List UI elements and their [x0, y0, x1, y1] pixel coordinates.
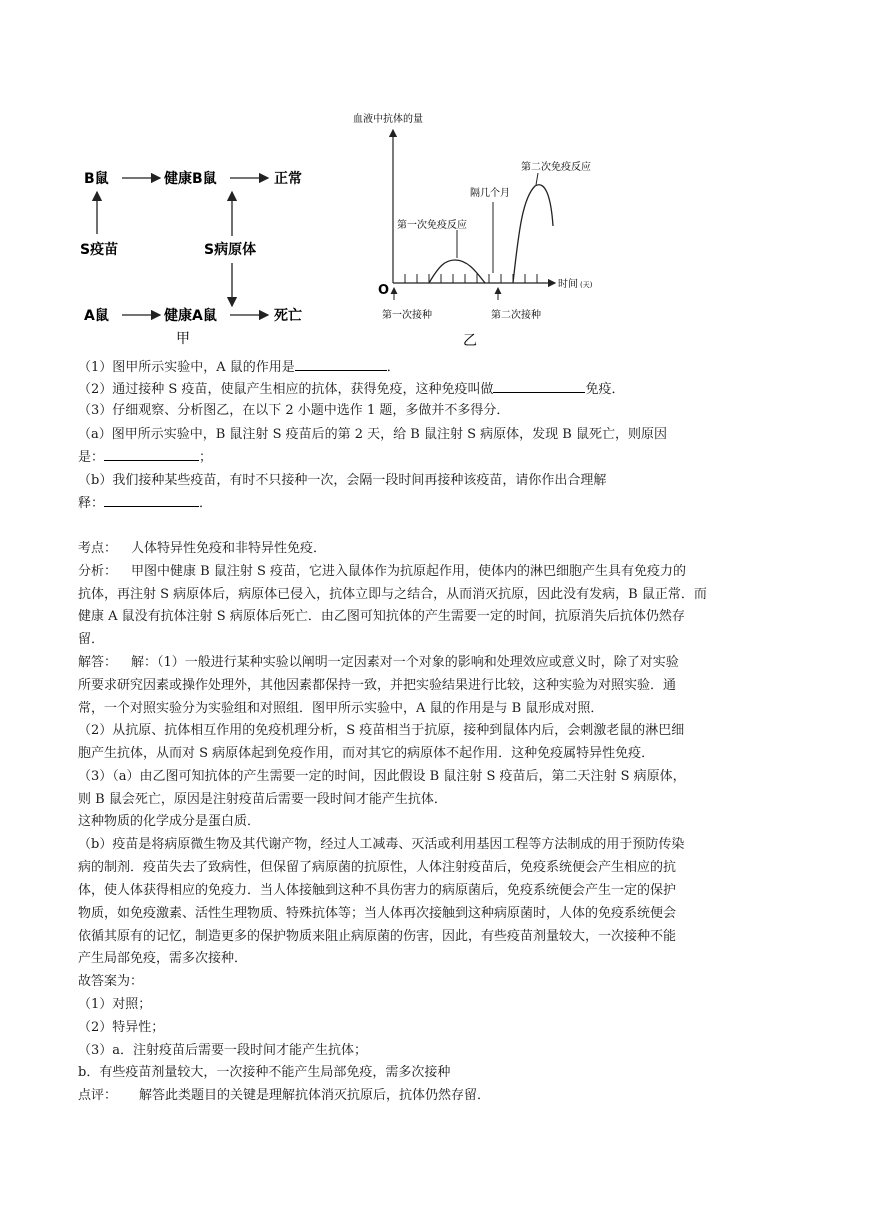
node-healthy-a: 健康A鼠	[164, 308, 217, 324]
jieda-line14: 产生局部免疫，需多次接种．	[78, 951, 248, 966]
interval-label: 隔几个月	[470, 188, 510, 199]
answer-3: （3）a．注射疫苗后需要一段时间才能产生抗体；	[78, 1043, 368, 1058]
jieda-line4: （2）从抗原、抗体相互作用的免疫机理分析，S 疫苗相当于抗原，接种到鼠体内后，会刺激老鼠的淋巴细	[78, 723, 685, 738]
second-response-curve	[513, 185, 553, 283]
jieda-line12: 物质，如免疫激素、活性生理物质、特殊抗体等；当人体再次接触到这种病原菌时，人体的免疫系统便会	[78, 906, 677, 921]
answer-blank-b[interactable]	[104, 492, 199, 507]
x-axis-unit: (天)	[580, 281, 593, 289]
first-response-label: 第一次免疫反应	[397, 220, 467, 231]
fenxi-line2: 抗体，再注射 S 病原体后，病原体已侵入，抗体立即与之结合，从而消灭抗原，因此没有发病，B 鼠正常．而	[78, 587, 707, 602]
second-response-label: 第二次免疫反应	[521, 162, 591, 173]
jieda-line3: 常，一个对照实验分为实验组和对照组．图甲所示实验中，A 鼠的作用是与 B 鼠形成对照．	[78, 701, 604, 716]
answer-1: （1）对照；	[78, 997, 152, 1012]
answer-blank-2[interactable]	[493, 378, 585, 393]
question-b-line1: （b）我们接种某些疫苗，有时不只接种一次，会隔一段时间再接种该疫苗，请你作出合理解	[78, 473, 607, 488]
answer-2: （2）特异性；	[78, 1020, 165, 1035]
figure-b-caption: 乙	[463, 333, 477, 349]
second-response-pointer	[536, 173, 538, 185]
answer-title: 故答案为：	[78, 974, 144, 989]
jieda-line11: 体，使人体获得相应的免疫力．当人体接触到这种不具伤害力的病原菌后，免疫系统便会产生一定的保护	[78, 883, 677, 898]
node-a-mouse: A鼠	[84, 308, 109, 324]
second-vaccination-label: 第二次接种	[491, 310, 541, 321]
fenxi-line1: 分析： 甲图中健康 B 鼠注射 S 疫苗，它进入鼠体作为抗原起作用，使体内的淋巴细胞产生具有免疫力的	[78, 564, 687, 579]
question-2-text: （2）通过接种 S 疫苗，使鼠产生相应的抗体，获得免疫，这种免疫叫做	[78, 382, 494, 397]
question-2: （2）通过接种 S 疫苗，使鼠产生相应的抗体，获得免疫，这种免疫叫做 免疫．	[78, 378, 838, 401]
jieda-line2: 所要求研究因素或操作处理外，其他因素都保持一致，并把实验结果进行比较，这种实验为对照实验．通	[78, 678, 677, 693]
jieda-line5: 胞产生抗体，从而对 S 病原体起到免疫作用，而对其它的病原体不起作用．这种免疫属特异性免疫．	[78, 746, 655, 761]
x-axis-ticks	[405, 274, 537, 283]
dianping-label: 点评：	[78, 1088, 118, 1103]
question-b-line2: 释： ．	[78, 492, 838, 515]
first-vaccination-label: 第一次接种	[382, 310, 432, 321]
node-death: 死亡	[274, 308, 302, 324]
origin-label: O	[378, 283, 390, 298]
question-a-line1: （a）图甲所示实验中，B 鼠注射 S 疫苗后的第 2 天，给 B 鼠注射 S 病原体，发现 B 鼠死亡，则原因	[78, 427, 667, 442]
question-1-text: （1）图甲所示实验中，A 鼠的作用是	[78, 360, 295, 375]
fenxi-line3: 健康 A 鼠没有抗体注射 S 病原体后死亡．由乙图可知抗体的产生需要一定的时间，抗原消失后抗体仍然存	[78, 609, 685, 624]
node-s-pathogen: S病原体	[204, 242, 257, 258]
question-3: （3）仔细观察、分析图乙，在以下 2 小题中选作 1 题，多做并不多得分．	[78, 403, 510, 418]
figure-a-caption: 甲	[176, 331, 190, 347]
question-a-line2: 是： ；	[78, 446, 838, 469]
fenxi-line4: 留．	[78, 632, 105, 647]
answer-blank-a[interactable]	[104, 446, 199, 461]
answer-4: b．有些疫苗剂量较大，一次接种不能产生局部免疫，需多次接种	[78, 1065, 451, 1080]
y-axis-label: 血液中抗体的量	[353, 114, 423, 125]
jieda-line9: （b）疫苗是将病原微生物及其代谢产物，经过人工减毒、灭活或利用基因工程等方法制成的用于预防传染	[78, 837, 685, 852]
node-healthy-b: 健康B鼠	[164, 171, 217, 187]
jieda-line10: 病的制剂．疫苗失去了致病性，但保留了病原菌的抗原性，人体注射疫苗后，免疫系统便会产生相应的抗	[78, 860, 677, 875]
x-axis-label: 时间	[558, 279, 578, 290]
jieda-line7: 则 B 鼠会死亡，原因是注射疫苗后需要一段时间才能产生抗体．	[78, 792, 447, 807]
jieda-line6: （3）（a）由乙图可知抗体的产生需要一定的时间，因此假设 B 鼠注射 S 疫苗后，第二天注射 S 病原体，	[78, 769, 686, 784]
jieda-line13: 依循其原有的记忆，制造更多的保护物质来阻止病原菌的伤害，因此，有些疫苗剂量较大，一次接种不能	[78, 929, 677, 944]
jieda-line8: 这种物质的化学成分是蛋白质．	[78, 814, 261, 829]
jieda-line1: 解答： 解：（1）一般进行某种实验以阐明一定因素对一个对象的影响和处理效应或意义时，除了对实验	[78, 655, 679, 670]
node-b-mouse: B鼠	[84, 171, 109, 187]
node-normal: 正常	[274, 171, 302, 187]
figure-a-diagram	[70, 150, 340, 350]
dianping-line: 点评： 解答此类题目的关键是理解抗体消灭抗原后，抗体仍然存留．	[78, 1088, 491, 1103]
question-1: （1）图甲所示实验中，A 鼠的作用是 ．	[78, 356, 838, 379]
kaodian-line: 考点： 人体特异性免疫和非特异性免疫．	[78, 541, 327, 556]
answer-blank-1[interactable]	[295, 356, 387, 371]
figure-b-graph	[345, 108, 625, 353]
jieda-label: 解答：	[78, 655, 118, 670]
fenxi-label: 分析：	[78, 564, 118, 579]
kaodian-label: 考点：	[78, 541, 118, 556]
node-s-vaccine: S疫苗	[80, 242, 119, 258]
